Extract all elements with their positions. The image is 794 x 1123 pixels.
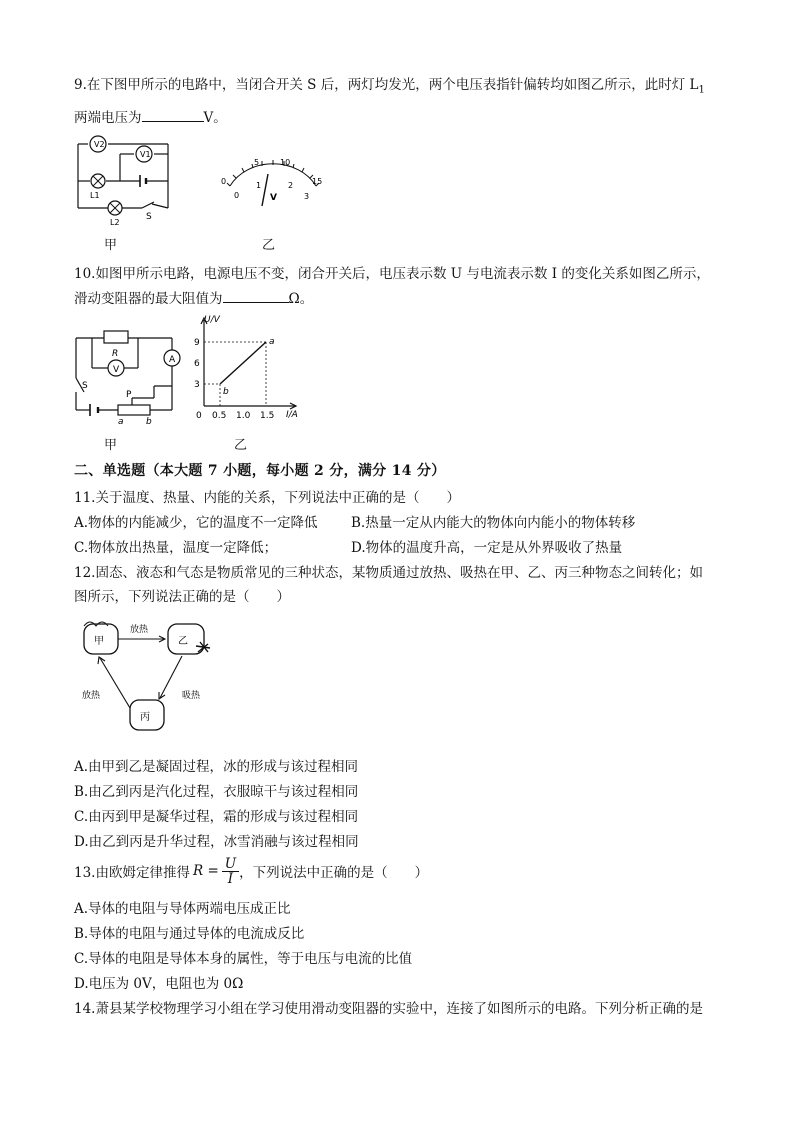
q9-scale-bot-2: 2	[288, 181, 294, 190]
q13-option-d[interactable]: D.电压为 0V，电阻也为 0Ω	[74, 976, 244, 992]
q9-lamp-l2	[108, 201, 122, 215]
q13-stem	[74, 854, 428, 888]
q10-ytick-9: 9	[194, 338, 200, 348]
q12-label-xire: 吸热	[182, 691, 201, 701]
q10-ytick-6: 6	[194, 359, 200, 369]
q11-option-c[interactable]: C.物体放出热量，温度一定降低；	[74, 540, 278, 556]
q13-option-a[interactable]: A.导体的电阻与导体两端电压成正比	[74, 901, 291, 917]
q9-fig-yi-caption: 乙	[262, 238, 276, 253]
q9-v1-label: V1	[140, 150, 151, 159]
q9-scale-bot-3: 3	[304, 192, 310, 201]
q10-a-label: A	[169, 355, 176, 365]
q9-scale-bot-0: 0	[234, 191, 240, 200]
q13-stem-a: 13.由欧姆定律推得	[74, 865, 190, 881]
q9-scale-top-0: 0	[221, 177, 227, 186]
q10-r-label: R	[112, 349, 119, 359]
q9-text-line2	[74, 106, 227, 126]
q10-stem-2: 滑动变阻器的最大阻值为	[74, 291, 223, 307]
q9-l2-label: L2	[110, 218, 120, 227]
q9-fig-jia-caption: 甲	[104, 238, 118, 253]
q12-label-bing: 丙	[140, 712, 150, 723]
q12-option-d[interactable]: D.由乙到丙是升华过程，冰雪消融与该过程相同	[74, 834, 359, 850]
q9-meter-unit: V	[270, 193, 277, 203]
q9-scale-top-10: 10	[280, 158, 291, 167]
q10-x-label: I/A	[286, 410, 298, 420]
q10-circuit-diagram	[68, 326, 188, 426]
q9-stem: 9.在下图甲所示的电路中，当闭合开关 S 后，两灯均发光，两个电压表指针偏转均如图乙所示，此时灯 L	[74, 77, 699, 93]
q12-option-b[interactable]: B.由乙到丙是汽化过程，衣服晾干与该过程相同	[74, 784, 359, 800]
q10-v-label: V	[113, 365, 120, 375]
q9-stem-2: 两端电压为	[74, 110, 142, 126]
q10-fig-jia-caption: 甲	[104, 438, 118, 453]
q10-a-terminal: a	[118, 417, 124, 426]
q9-circuit-diagram	[70, 132, 180, 232]
q9-answer-blank[interactable]	[142, 108, 204, 122]
q12-label-fangre-top: 放热	[130, 625, 149, 635]
q10-ui-line	[220, 342, 266, 384]
q10-ui-graph	[190, 314, 308, 426]
q13-denominator: I	[227, 870, 234, 887]
q12-stem-line2: 图所示，下列说法正确的是（ ）	[74, 589, 290, 605]
q9-text-line1	[74, 73, 705, 96]
q9-scale-top-5: 5	[254, 158, 260, 167]
q10-xtick-05: 0.5	[212, 411, 227, 421]
q12-arrow-yi-bing	[160, 656, 182, 698]
q10-y-label: U/V	[204, 315, 220, 325]
q12-arrow-bing-jia	[100, 658, 130, 708]
q12-option-a[interactable]: A.由甲到乙是凝固过程，冰的形成与该过程相同	[74, 759, 359, 775]
q10-unit: Ω。	[288, 291, 314, 307]
q9-voltmeter-dial	[218, 156, 328, 216]
q9-unit: V。	[203, 110, 227, 126]
q9-scale-bot-1: 1	[256, 181, 262, 190]
q10-text-line1: 10.如图甲所示电路，电源电压不变，闭合开关后，电压表示数 U 与电流表示数 I 的变化关系如图乙所示，	[74, 266, 710, 282]
q10-b-terminal: b	[146, 417, 152, 426]
q13-stem-b: ，下列说法中正确的是（ ）	[239, 865, 429, 881]
q9-v2-label: V2	[94, 140, 105, 149]
q12-label-yi: 乙	[178, 636, 188, 647]
q13-option-c[interactable]: C.导体的电阻是导体本身的属性，等于电压与电流的比值	[74, 951, 413, 967]
q12-state-diagram	[72, 612, 222, 742]
q9-lamp-l1	[91, 174, 105, 188]
q9-l1-label: L1	[90, 191, 100, 200]
q9-needle	[262, 174, 268, 206]
q14-stem: 14.萧县某学校物理学习小组在学习使用滑动变阻器的实验中，连接了如图所示的电路。下列分析正确的是	[74, 1001, 703, 1017]
q11-option-a[interactable]: A.物体的内能减少，它的温度不一定降低	[74, 515, 318, 531]
q10-point-a: a	[269, 337, 275, 347]
q13-option-b[interactable]: B.导体的电阻与通过导体的电流成反比	[74, 926, 305, 942]
q9-subscript: 1	[698, 84, 705, 96]
q11-option-d[interactable]: D.物体的温度升高，一定是从外界吸收了热量	[351, 540, 623, 556]
q12-label-jia: 甲	[94, 636, 104, 647]
q10-xtick-0: 0	[196, 411, 202, 421]
q11-option-b[interactable]: B.热量一定从内能大的物体向内能小的物体转移	[351, 515, 636, 531]
q10-fig-yi-caption: 乙	[234, 438, 248, 453]
q10-ytick-3: 3	[194, 380, 200, 390]
q13-fraction	[222, 857, 239, 886]
q10-answer-blank[interactable]	[223, 289, 289, 303]
q10-xtick-15: 1.5	[260, 411, 275, 421]
q11-stem: 11.关于温度、热量、内能的关系，下列说法中正确的是（ ）	[74, 490, 460, 506]
q12-label-fangre-left: 放热	[82, 691, 101, 701]
q10-text-line2	[74, 287, 313, 307]
q10-xtick-10: 1.0	[236, 411, 251, 421]
q9-scale-top-15: 15	[312, 177, 323, 186]
q12-option-c[interactable]: C.由丙到甲是凝华过程，霜的形成与该过程相同	[74, 809, 359, 825]
q13-formula-lhs: R =	[192, 863, 219, 879]
q10-point-b: b	[223, 387, 229, 397]
q9-switch-label: S	[146, 212, 152, 222]
q13-numerator: U	[222, 857, 239, 872]
q12-stem-line1: 12.固态、液态和气态是物质常见的三种状态，某物质通过放热、吸热在甲、乙、丙三种物态之间转化；如	[74, 565, 703, 581]
section-2-heading: 二、单选题（本大题 7 小题，每小题 2 分，满分 14 分）	[74, 463, 446, 479]
q10-s-label: S	[82, 381, 88, 391]
q10-p-label: P	[126, 390, 132, 400]
